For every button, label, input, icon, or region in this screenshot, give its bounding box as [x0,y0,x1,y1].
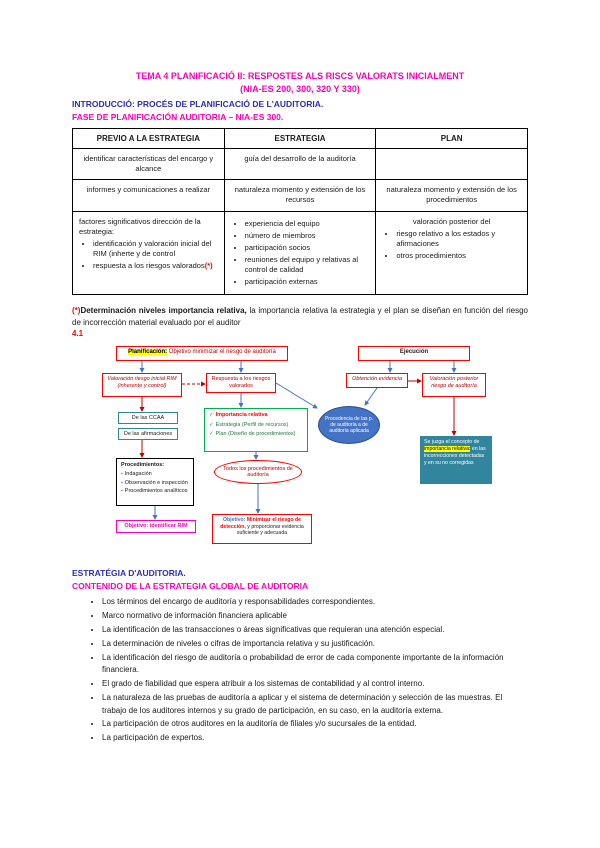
footnote-marker: (*) [204,261,213,271]
footnote-text: la importancia relativa la estrategia y el plan se diseñan en función del riesgo de incorrección material evaluado por el auditor [72,306,529,327]
diagram-node-checklist [204,408,308,452]
title-line2: (NIA-ES 200, 300, 320 Y 330) [240,84,360,95]
diagram-node-valoracion-posterior: Valoración posterior riesgo de auditoría [422,373,486,397]
square-bullet-icon: ▪ [121,488,123,495]
cell-list [235,219,370,288]
cell-list [83,239,218,271]
check-icon: ✓ [209,431,214,438]
list-item: ▪ Indagación [121,470,152,477]
list-item: • Los términos del encargo de auditoría y responsabilidades correspondientes. [102,596,528,608]
diagram-node-objetivo-rim: Objetivo: identificar RIM [116,520,196,533]
check-item: ✓ Plan (Diseño de procedimientos) [209,431,296,438]
contenido-list [72,596,528,744]
list-item: • reuniones del equipo y relativas al control de calidad [245,255,370,275]
diagram-node-obtencion: Obtención evidencia [346,373,408,388]
list-item: • La participación de expertos. [102,732,528,744]
planning-diagram [90,346,494,552]
list-item: • participación externas [245,277,370,287]
intro-heading: INTRODUCCIÓ: PROCÉS DE PLANIFICACIÓ DE L'AUDITORIA. [72,99,324,110]
procedimientos-title: Procedimientos: [121,462,165,469]
table-cell: identificar características del encargo y alcance [73,149,225,180]
title-line1: TEMA 4 PLANIFICACIÓ II: RESPOSTES ALS RISCS VALORATS INICIALMENT [135,71,465,81]
diagram-node-de-afirmaciones: De las afirmaciones [118,428,178,440]
footnote-paragraph [72,305,528,328]
page-title [72,70,528,96]
table-row [73,149,528,180]
diagram-node-ejecucion: Ejecución [358,346,470,361]
table-header-previo: PREVIO A LA ESTRATEGIA [73,129,225,149]
list-item: ▪ Procedimientos analíticos [121,488,188,495]
table-cell: naturaleza momento y extensión de los recursos [224,180,376,211]
list-item: • experiencia del equipo [245,219,370,229]
list-item: • El grado de fiabilidad que espera atribuir a los sistemas de contabilidad y al control interno. [102,678,528,690]
list-item: • respuesta a los riesgos valorados(*) [93,261,218,271]
table-cell [73,211,225,295]
square-bullet-icon: ▪ [121,479,123,486]
list-item: • participación socios [245,243,370,253]
check-icon: ✓ [209,412,214,419]
table-header-row [73,129,528,149]
cell-intro: valoración posterior del [412,216,491,226]
list-item: • La participación de otros auditores en la auditoría de filiales y/o sucursales de la entidad. [102,718,528,730]
check-item: ✓ Importancia relativa [209,412,268,419]
diagram-node-se-juzga: Se juzga el concepto de importancia relativa: en las incorrecciones detectadas y en su no corregidas [420,436,492,484]
diagram-node-planificacion: Planificación: Objetivo minimizar el riesgo de auditoría [116,346,288,361]
list-item: • La determinación de niveles o cifras de importancia relativa y su justificación. [102,638,528,650]
diagram-node-objetivo-minimizar: Objetivo: Minimizar el riesgo de detección, y proporcionar evidencia suficiente y adecuada [212,514,312,544]
diagram-node-de-ccaa: De las CCAA [118,412,178,424]
fase-heading: FASE DE PLANIFICACIÓN AUDITORIA – NIA-ES 300. [72,111,284,122]
planning-table [72,128,528,295]
diagram-node-todos-procedimientos: Todos los procedimientos de auditoría [214,460,302,484]
list-item: ▪ Observación e inspección [121,479,188,486]
list-item: • La identificación del riesgo de auditoría o probabilidad de error de cada componente importante de la información financiera. [102,652,528,677]
diagram-node-procedencia: Procedencia de las p. de auditoría a de auditoría aplicada [318,406,380,444]
check-item: ✓ Estrategia (Perfil de recursos) [209,421,289,428]
list-item: • otros procedimientos [396,251,521,261]
table-cell: guía del desarrollo de la auditoría [224,149,376,180]
estrategia-heading: ESTRATÉGIA D'AUDITORIA. [72,568,186,579]
table-cell [224,211,376,295]
list-item: • La identificación de las transacciones o áreas significativas que requieran una atención especial. [102,624,528,636]
list-item: • identificación y valoración inicial del RIM (inherte y de control [93,239,218,259]
table-row [73,180,528,211]
list-item: • La naturaleza de las pruebas de auditoría a aplicar y el sistema de determinación y selección de las muestras. El trabajo de los auditores internos y su grado de participación, en su caso, en la auditoría externa. [102,692,528,717]
cell-intro: factores significativos dirección de la estrategia: [79,216,201,236]
footnote-bold: Determinación niveles importancia relativa, [80,306,247,316]
table-cell: informes y comunicaciones a realizar [73,180,225,211]
square-bullet-icon: ▪ [121,470,123,477]
list-item: • riesgo relativo a los estados y afirmaciones [396,229,521,249]
list-item: • Marco normativo de información financiera aplicable [102,610,528,622]
table-header-estrategia: ESTRATEGIA [224,129,376,149]
table-header-plan: PLAN [376,129,528,149]
check-icon: ✓ [209,421,214,428]
table-cell [376,149,528,180]
diagram-node-procedimientos [116,458,194,506]
table-row [73,211,528,295]
footnote-marker: (*) [72,306,81,316]
table-cell [376,211,528,295]
table-cell: naturaleza momento y extensión de los procedimientos [376,180,528,211]
list-item: • número de miembros [245,231,370,241]
diagram-node-valoracion-inicial: Valoración riesgo inicial RIM (inherente y control) [102,373,182,397]
contenido-heading: CONTENIDO DE LA ESTRATEGIA GLOBAL DE AUDITORIA [72,580,309,591]
cell-list [386,229,521,261]
diagram-node-respuesta: Respuesta a los riesgos valorados [206,373,276,393]
section-number: 4.1 [72,329,84,339]
